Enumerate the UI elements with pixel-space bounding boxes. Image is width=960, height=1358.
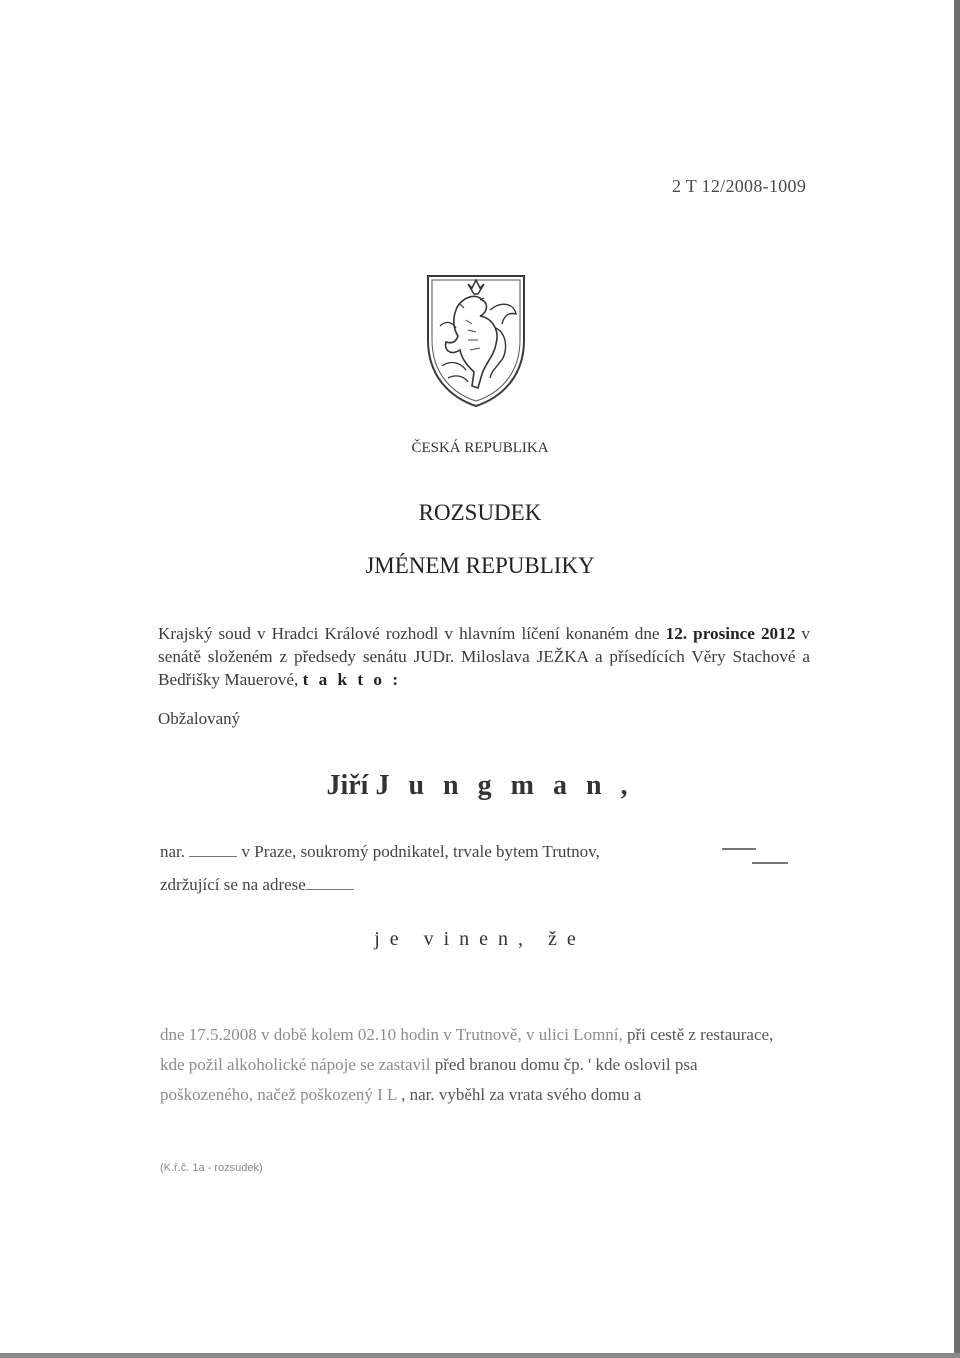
scan-edge-right [954, 0, 960, 1358]
form-code: (K.ř.č. 1a - rozsudek) [160, 1162, 263, 1174]
intro-text-a: Krajský soud v Hradci Králové rozhodl v hlavním líčení konaném dne [158, 624, 666, 643]
birth-details [160, 842, 600, 862]
facts-paragraph [160, 1020, 796, 1110]
guilty-heading: je vinen, že [374, 928, 586, 950]
facts-line: poškozeného, načež poškozený I L , nar. vyběhl za vrata svého domu a [160, 1085, 642, 1104]
intro-text-b: v senátě složeném z předsedy senátu JUDr. Miloslava JEŽKA a přísedících Věry Stachové a Bedřišky Mauerové, [158, 624, 810, 689]
intro-paragraph [158, 622, 810, 691]
facts-line: dne 17.5.2008 v době kolem 02.10 hodin v Trutnově, v ulici Lomní, při cestě z restaurace, [160, 1025, 774, 1044]
in-name-heading: JMÉNEM REPUBLIKY [365, 553, 595, 578]
scan-artifact [722, 848, 756, 850]
facts-line: kde požil alkoholické nápoje se zastavil před branou domu čp. ' kde oslovil psa [160, 1055, 698, 1074]
case-number: 2 T 12/2008-1009 [672, 176, 807, 196]
accused-label: Obžalovaný [158, 709, 241, 728]
intro-date: 12. prosince 2012 [665, 624, 796, 643]
scan-edge-bottom [0, 1353, 960, 1358]
accused-first-name: Jiří [326, 770, 369, 801]
accused-last-name: J u n g m a n , [375, 770, 634, 801]
czech-coat-of-arms-icon [420, 270, 532, 410]
residing-text: zdržující se na adrese [160, 875, 306, 894]
country-heading: ČESKÁ REPUBLIKA [411, 440, 549, 456]
redaction-mark [306, 877, 354, 890]
residing-details [160, 875, 354, 895]
verdict-heading: ROZSUDEK [418, 500, 542, 525]
accused-name [0, 770, 960, 802]
redaction-mark [189, 844, 237, 857]
born-prefix: nar. [160, 842, 186, 861]
scan-artifact [752, 862, 788, 864]
born-suffix: v Praze, soukromý podnikatel, trvale bytem Trutnov, [241, 842, 600, 861]
takto-label: t a k t o : [302, 670, 402, 689]
